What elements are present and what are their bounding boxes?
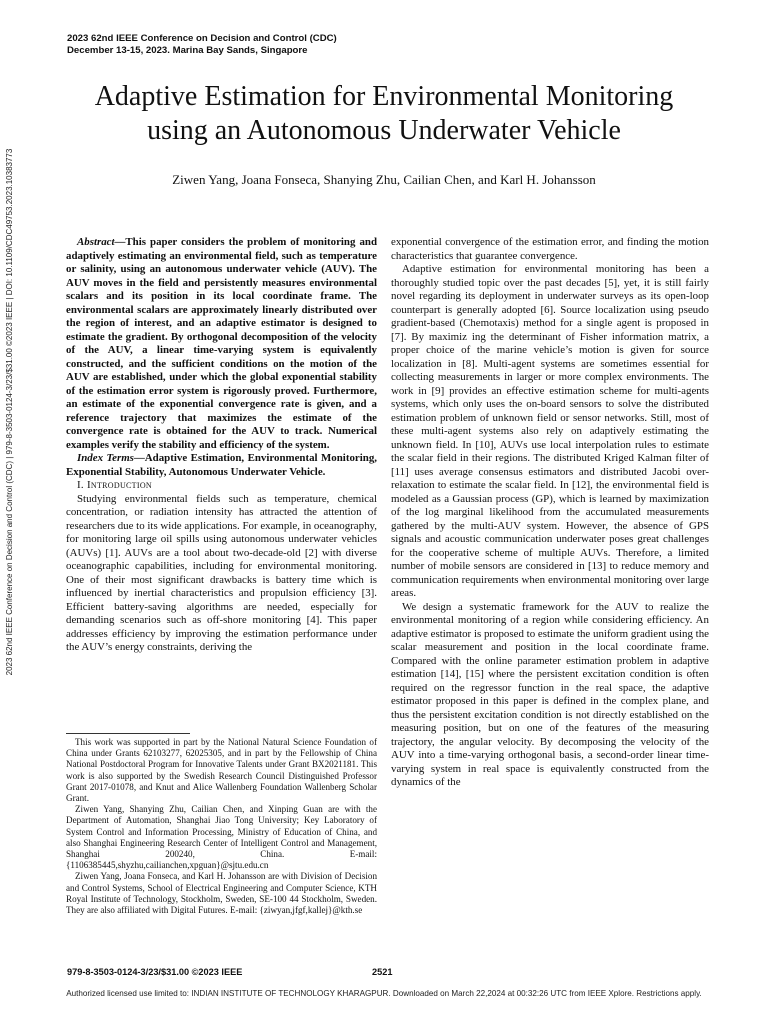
abstract-text: —This paper considers the problem of monitoring and adaptively estimating an environmental field, such as temperature or salinity, using an autonomous underwater vehicle (AUV). The AUV moves in the field and persistently measures environmental scalars and its position in its local coordinate frame. The environmental scalars are approximately linearly distributed over the region of interest, and an adaptive estimator is designed to estimate the gradient. By orthogonal decomposition of the velocity of the AUV, a linear time-varying system is equivalently constructed, and the sufficient conditions on the motion of the AUV are established, under which the global exponential stability of the estimation error system is rigorously proved. Furthermore, an estimate of the exponential convergence rate is given, and a reference trajectory that maximizes the estimate of the convergence rate is obtained for the AUV to track. Numerical examples verify the stability and efficiency of the system. <box>66 236 377 451</box>
license-notice: Authorized licensed use limited to: INDIAN INSTITUTE OF TECHNOLOGY KHARAGPUR. Downloaded on March 22,2024 at 00:32:26 UTC from IEEE Xplore. Restrictions apply. <box>66 989 702 998</box>
index-terms <box>66 452 377 479</box>
footer-isbn: 979-8-3503-0124-3/23/$31.00 ©2023 IEEE <box>67 967 243 977</box>
footnote-rule <box>66 733 190 734</box>
page-number: 2521 <box>372 967 393 977</box>
footnote-affiliation-sjtu: Ziwen Yang, Shanying Zhu, Cailian Chen, and Xinping Guan are with the Department of Automation, Shanghai Jiao Tong University; Key Laboratory of System Control and Information Processing, Ministry of Education of China, and also Shanghai Engineering Research Center of Intelligent Control and Management, Shanghai 200240, China. E-mail:{1106385445,shyzhu,cailianchen,xpguan}@sjtu.edu.cn <box>66 804 377 871</box>
paper-title-line-1: Adaptive Estimation for Environmental Monitoring <box>94 81 674 112</box>
intro-paragraph-2: Adaptive estimation for environmental monitoring has been a thoroughly studied topic over the past decades [5], yet, it is still fairly novel regarding its deployment in underwater surveys as its open-loop counterpart is generally adopted [6]. Source localization using pseudo gradient-based (Chemotaxis) method for a single agent is proposed in [7]. By maximiz ing the determinant of Fisher information matrix, a proper choice of the marine vehicle’s motion is given for source localization in [8]. Multi-agent systems are sometimes essential for collecting measurements in larger or more complex environments. The work in [9] provides an effective estimation scheme for multi-agents systems, which only uses the on-board sensors to solve the distributed estimation problem of unknown field or sensor networks. Still, most of these multi-agent systems also rely on adaptively estimating the unknown field. In [10], AUVs use local interpolation rules to estimate the scalar field in their regions. The distributed Kriged Kalman filter of [11] uses average consensus estimators and distributed Jacobi over-relaxation to estimate the scalar field. In [12], the environmental field is modeled as a Gaussian process (GP), which is learned by maximization of the log marginal likelihood from the accumulated measurements gathered by the multi-AUV system. However, the absence of GPS signals and acoustic communication underwater poses great challenges for the cooperative scheme of multiple AUVs. Therefore, a limited number of mobile sensors are considered in [13] to reduce memory and communication requirements when environmental monitoring over large areas. <box>391 263 709 599</box>
section-title: Introduction <box>86 479 152 491</box>
side-citation-stamp: 2023 62nd IEEE Conference on Decision and Control (CDC) | 979-8-3503-0124-3/23/$31.00 ©2023 IEEE | DOI: 10.1109/CDC49753.2023.10383773 <box>5 148 14 676</box>
conference-header <box>67 33 337 57</box>
footnote-affiliation-kth: Ziwen Yang, Joana Fonseca, and Karl H. Johansson are with Division of Decision and Control Systems, School of Electrical Engineering and Computer Science, KTH Royal Institute of Technology, Stockholm, Sweden, SE-100 44 Stockholm, Sweden. They are also affiliated with Digital Futures. E-mail: {ziwyan,jfgf,kallej}@kth.se <box>66 871 377 916</box>
intro-paragraph-3: We design a systematic framework for the AUV to realize the environmental monitoring of a region while considering efficiency. An adaptive estimator is proposed to estimate the uniform gradient using the scalar measurement and position in the local coordinate frame. Compared with the online parameter estimation problem in adaptive estimation [14], [15] where the persistent excitation condition is often required on the regressor function in the real space, the adaptive estimator proposed in this paper is defined in the complex plane, and thus the persistent excitation condition is not directly established on the measuring position, but on one of the features of the measuring trajectory, the angular velocity. By decomposing the velocity of the AUV into a time-varying orthogonal basis, a second-order linear time-varying system in real space is equivalently constructed from the dynamics of the <box>391 600 709 788</box>
footnote-funding: This work was supported in part by the National Natural Science Foundation of China under Grants 62103277, 62025305, and in part by the Fellowship of China National Postdoctoral Program for Innovative Talents under Grant BX2021181. This work is also supported by the Swedish Research Council Distinguished Professor Grant 2017-01078, and Knut and Alice Wallenberg Foundation Wallenberg Scholar Grant. <box>66 737 377 804</box>
abstract-label: Abstract <box>77 236 115 248</box>
abstract <box>66 236 377 452</box>
section-heading-introduction <box>66 479 377 493</box>
index-terms-text: —Adaptive Estimation, Environmental Monitoring, Exponential Stability, Autonomous Underwater Vehicle. <box>66 452 377 478</box>
paper-authors: Ziwen Yang, Joana Fonseca, Shanying Zhu, Cailian Chen, and Karl H. Johansson <box>172 172 596 187</box>
paper-title <box>0 80 768 148</box>
intro-paragraph-1: Studying environmental fields such as temperature, chemical concentration, or radiation intensity has attracted the attention of researchers due to its wide applications. For example, in oceanography, for monitoring large oil spills using autonomous underwater vehicles (AUVs) [1]. AUVs are a tool about two-decade-old [2] with diverse oceanographic capabilities, including for environmental monitoring. One of their most significant drawbacks is battery time which is influenced by inertial characteristics and propulsion efficiency [3]. Efficient battery-saving algorithms are needed, especially for demanding scenarios such as off-shore monitoring [4]. This paper addresses efficiency by improving the estimation performance under the AUV’s energy constraints, deriving the <box>66 492 377 653</box>
paper-title-line-2: using an Autonomous Underwater Vehicle <box>147 115 621 146</box>
conference-name: 2023 62nd IEEE Conference on Decision and Control (CDC) <box>67 33 337 44</box>
footnotes <box>66 733 377 916</box>
index-terms-label: Index Terms <box>77 452 134 464</box>
right-column <box>391 236 709 790</box>
section-number: I. <box>77 479 84 491</box>
intro-paragraph-continued: exponential convergence of the estimation error, and finding the motion characteristics that guarantee convergence. <box>391 236 709 262</box>
left-column <box>66 236 377 655</box>
conference-dates-venue: December 13-15, 2023. Marina Bay Sands, Singapore <box>67 45 308 56</box>
